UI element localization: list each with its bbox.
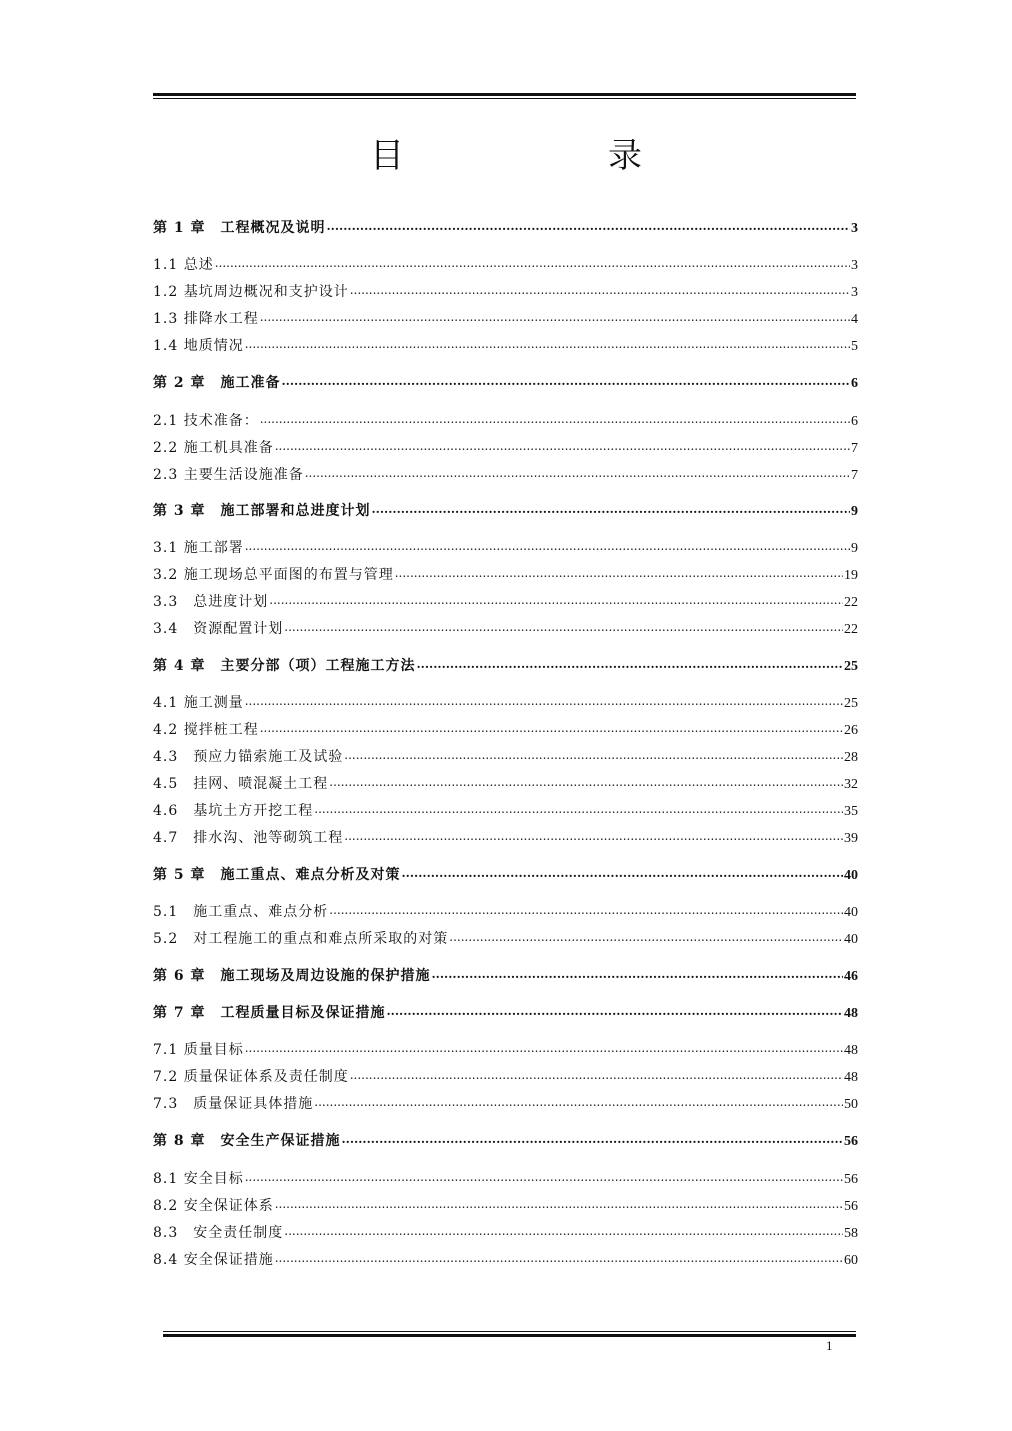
toc-entry-page: 50 — [844, 1097, 858, 1112]
toc-entry-label: 第 8 章 安全生产保证措施 — [153, 1133, 341, 1149]
toc-chapter-entry[interactable] — [153, 1131, 858, 1152]
toc-entry-label: 第 6 章 施工现场及周边设施的保护措施 — [153, 968, 431, 984]
toc-leader-dots — [275, 1196, 843, 1210]
toc-leader-dots — [284, 1223, 843, 1237]
toc-chapter-entry[interactable] — [153, 966, 858, 987]
toc-leader-dots — [449, 929, 843, 943]
toc-entry-page: 25 — [844, 659, 858, 674]
toc-leader-dots — [327, 218, 851, 232]
toc-entry-page: 48 — [844, 1070, 858, 1085]
toc-entry-label: 2.2 施工机具准备 — [153, 440, 274, 456]
toc-entry-label: 3.1 施工部署 — [153, 540, 244, 556]
toc-entry-label: 4.2 搅拌桩工程 — [153, 722, 259, 738]
toc-entry-label: 4.3 预应力锚索施工及试验 — [153, 749, 344, 765]
toc-section-entry[interactable] — [153, 693, 858, 714]
toc-entry-label: 7.3 质量保证具体措施 — [153, 1096, 314, 1112]
toc-entry-page: 4 — [851, 312, 858, 327]
toc-leader-dots — [305, 465, 850, 479]
toc-entry-page: 9 — [851, 504, 858, 519]
toc-leader-dots — [275, 1250, 843, 1264]
toc-entry-label: 1.3 排降水工程 — [153, 311, 259, 327]
toc-section-entry[interactable] — [153, 828, 858, 849]
toc-leader-dots — [269, 592, 843, 606]
toc-chapter-entry[interactable] — [153, 865, 858, 886]
toc-entry-page: 3 — [851, 221, 858, 236]
toc-entry-label: 8.2 安全保证体系 — [153, 1198, 274, 1214]
toc-entry-page: 3 — [851, 258, 858, 273]
toc-entry-page: 40 — [844, 932, 858, 947]
page-title: 目 录 — [370, 136, 727, 176]
toc-entry-page: 7 — [851, 468, 858, 483]
toc-entry-page: 40 — [844, 905, 858, 920]
toc-section-entry[interactable] — [153, 282, 858, 303]
toc-entry-page: 3 — [851, 285, 858, 300]
toc-entry-label: 4.6 基坑土方开挖工程 — [153, 803, 314, 819]
toc-entry-page: 39 — [844, 831, 858, 846]
toc-leader-dots — [314, 801, 843, 815]
toc-leader-dots — [432, 966, 844, 980]
toc-chapter-entry[interactable] — [153, 373, 858, 394]
toc-leader-dots — [329, 774, 843, 788]
toc-entry-page: 35 — [844, 804, 858, 819]
toc-entry-page: 7 — [851, 441, 858, 456]
header-rule — [153, 93, 856, 99]
toc-entry-page: 26 — [844, 723, 858, 738]
toc-entry-label: 第 4 章 主要分部（项）工程施工方法 — [153, 658, 416, 674]
toc-leader-dots — [284, 619, 843, 633]
toc-section-entry[interactable] — [153, 902, 858, 923]
toc-leader-dots — [342, 1131, 844, 1145]
toc-leader-dots — [350, 1067, 843, 1081]
toc-entry-page: 9 — [851, 541, 858, 556]
toc-section-entry[interactable] — [153, 619, 858, 640]
toc-leader-dots — [402, 865, 844, 879]
toc-entry-page: 56 — [844, 1134, 858, 1149]
toc-entry-page: 40 — [844, 868, 858, 883]
toc-entry-page: 5 — [851, 339, 858, 354]
toc-chapter-entry[interactable] — [153, 218, 858, 239]
toc-entry-label: 第 3 章 施工部署和总进度计划 — [153, 503, 371, 519]
toc-leader-dots — [329, 902, 843, 916]
toc-leader-dots — [344, 828, 843, 842]
toc-leader-dots — [275, 438, 850, 452]
toc-section-entry[interactable] — [153, 801, 858, 822]
toc-section-entry[interactable] — [153, 747, 858, 768]
toc-leader-dots — [282, 373, 851, 387]
toc-section-entry[interactable] — [153, 309, 858, 330]
toc-chapter-entry[interactable] — [153, 501, 858, 522]
toc-leader-dots — [215, 255, 850, 269]
toc-section-entry[interactable] — [153, 1067, 858, 1088]
toc-leader-dots — [245, 1040, 843, 1054]
toc-chapter-entry[interactable] — [153, 1003, 858, 1024]
toc-section-entry[interactable] — [153, 255, 858, 276]
toc-entry-label: 第 2 章 施工准备 — [153, 375, 281, 391]
toc-entry-label: 7.2 质量保证体系及责任制度 — [153, 1069, 349, 1085]
toc-entry-page: 46 — [844, 969, 858, 984]
toc-section-entry[interactable] — [153, 1196, 858, 1217]
toc-entry-label: 3.3 总进度计划 — [153, 594, 269, 610]
toc-section-entry[interactable] — [153, 336, 858, 357]
toc-leader-dots — [260, 411, 850, 425]
toc-section-entry[interactable] — [153, 774, 858, 795]
toc-leader-dots — [417, 656, 844, 670]
toc-entry-page: 6 — [851, 376, 858, 391]
toc-entry-page: 56 — [844, 1172, 858, 1187]
footer-rule — [163, 1331, 856, 1337]
toc-section-entry[interactable] — [153, 411, 858, 432]
toc-entry-page: 19 — [844, 568, 858, 583]
toc-leader-dots — [245, 538, 850, 552]
toc-entry-label: 第 5 章 施工重点、难点分析及对策 — [153, 867, 401, 883]
toc-leader-dots — [314, 1094, 843, 1108]
toc-entry-label: 2.1 技术准备： — [153, 413, 259, 429]
toc-entry-label: 8.4 安全保证措施 — [153, 1252, 274, 1268]
toc-leader-dots — [245, 1169, 843, 1183]
toc-section-entry[interactable] — [153, 465, 858, 486]
toc-entry-page: 25 — [844, 696, 858, 711]
toc-section-entry[interactable] — [153, 929, 858, 950]
toc-leader-dots — [245, 336, 850, 350]
toc-section-entry[interactable] — [153, 720, 858, 741]
toc-entry-page: 48 — [844, 1006, 858, 1021]
toc-entry-page: 22 — [844, 622, 858, 637]
toc-entry-label: 7.1 质量目标 — [153, 1042, 244, 1058]
toc-section-entry[interactable] — [153, 1223, 858, 1244]
toc-entry-page: 58 — [844, 1226, 858, 1241]
toc-entry-page: 6 — [851, 414, 858, 429]
toc-entry-page: 56 — [844, 1199, 858, 1214]
toc-entry-label: 4.1 施工测量 — [153, 695, 244, 711]
toc-entry-label: 2.3 主要生活设施准备 — [153, 467, 304, 483]
toc-leader-dots — [395, 565, 843, 579]
toc-entry-page: 28 — [844, 750, 858, 765]
toc-entry-label: 3.4 资源配置计划 — [153, 621, 284, 637]
toc-entry-page: 32 — [844, 777, 858, 792]
toc-section-entry[interactable] — [153, 1169, 858, 1190]
toc-entry-label: 3.2 施工现场总平面图的布置与管理 — [153, 567, 394, 583]
toc-leader-dots — [245, 693, 843, 707]
toc-entry-label: 第 1 章 工程概况及说明 — [153, 220, 326, 236]
toc-leader-dots — [344, 747, 843, 761]
toc-section-entry[interactable] — [153, 1040, 858, 1061]
toc-section-entry[interactable] — [153, 538, 858, 559]
toc-entry-page: 60 — [844, 1253, 858, 1268]
toc-entry-label: 5.1 施工重点、难点分析 — [153, 904, 329, 920]
toc-entry-page: 48 — [844, 1043, 858, 1058]
toc-leader-dots — [387, 1003, 844, 1017]
toc-section-entry[interactable] — [153, 438, 858, 459]
toc-entry-label: 1.2 基坑周边概况和支护设计 — [153, 284, 349, 300]
toc-leader-dots — [372, 501, 851, 515]
toc-entry-label: 1.1 总述 — [153, 257, 214, 273]
toc-section-entry[interactable] — [153, 1250, 858, 1271]
toc-entry-label: 4.7 排水沟、池等砌筑工程 — [153, 830, 344, 846]
toc-entry-label: 5.2 对工程施工的重点和难点所采取的对策 — [153, 931, 449, 947]
toc-chapter-entry[interactable] — [153, 656, 858, 677]
toc-leader-dots — [260, 720, 843, 734]
toc-leader-dots — [260, 309, 850, 323]
toc-entry-label: 4.5 挂网、喷混凝土工程 — [153, 776, 329, 792]
toc-entry-label: 1.4 地质情况 — [153, 338, 244, 354]
toc-section-entry[interactable] — [153, 1094, 858, 1115]
toc-entry-page: 22 — [844, 595, 858, 610]
toc-entry-label: 第 7 章 工程质量目标及保证措施 — [153, 1005, 386, 1021]
toc-entry-label: 8.3 安全责任制度 — [153, 1225, 284, 1241]
page-number: 1 — [826, 1338, 833, 1353]
toc-entry-label: 8.1 安全目标 — [153, 1171, 244, 1187]
toc-section-entry[interactable] — [153, 565, 858, 586]
toc-leader-dots — [350, 282, 850, 296]
toc-section-entry[interactable] — [153, 592, 858, 613]
